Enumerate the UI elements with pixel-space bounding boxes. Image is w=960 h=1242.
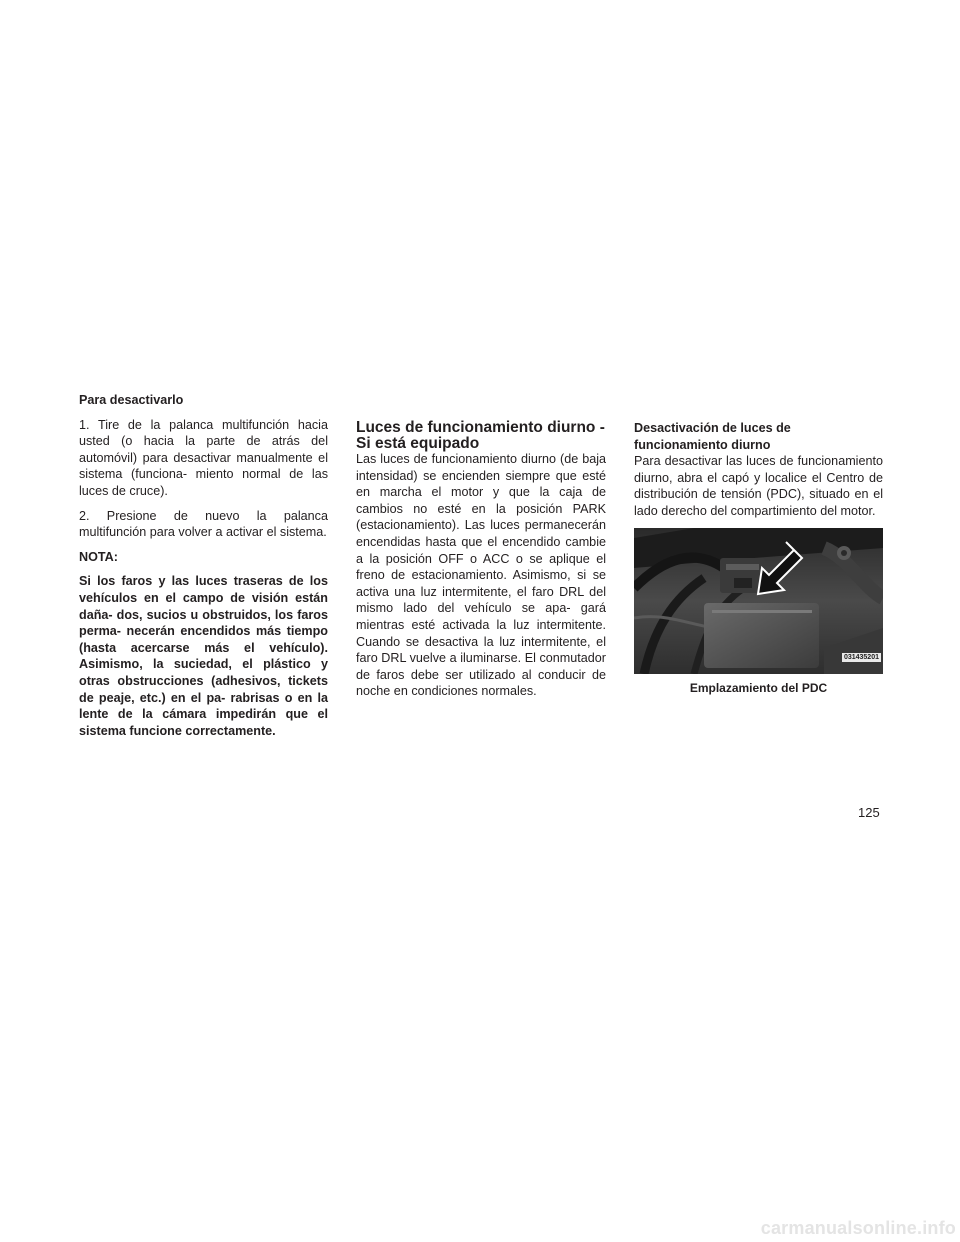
image-reference-code: 031435201: [843, 653, 879, 661]
right-column: [634, 420, 883, 696]
watermark: carmanualsonline.info: [760, 1218, 956, 1238]
note-label: NOTA:: [79, 549, 118, 564]
drl-body-text: Las luces de funcionamiento diurno (de baja intensidad) se encienden siempre que esté en marcha el motor y que la caja de cambios no esté en la posición PARK (estacionamiento). Las luces permanecerán encendidas hasta que el encendido cambie a la posición OFF o ACC o se aplique el freno de estacionamiento. Asimismo, si se activa una luz intermitente, el faro DRL del mismo lado del vehículo se apa- gará mientras esté activada la luz intermitente. Cuando se desactiva la luz intermitente, el faro DRL vuelve a iluminarse. El conmutador de faros debe ser utilizado al conducir de noche en condiciones normales.: [356, 452, 606, 699]
drl-deactivation-heading: Desactivación de luces de funcionamiento diurno: [634, 421, 791, 452]
middle-column: [356, 420, 606, 700]
pdc-location-photo: [634, 528, 883, 674]
drl-deactivation-body: Para desactivar las luces de funcionamiento diurno, abra el capó y localice el Centro de distribución de tensión (PDC), situado en el lado derecho del compartimiento del motor.: [634, 454, 883, 518]
page-number: 125: [858, 805, 880, 820]
left-column: [79, 392, 328, 739]
step-2-text: 2. Presione de nuevo la palanca multifunción para volver a activar el sistema.: [79, 508, 328, 540]
note-text: Si los faros y las luces traseras de los vehículos en el campo de visión están daña- dos, sucios u obstruidos, los faros perma- necerán encendidos más tiempo (hasta acercarse más el vehículo). Asimismo, la suciedad, el plástico y otras obstrucciones (adhesivos, tickets de peaje, etc.) en el pa- rabrisas o en la lente de la cámara impedirán que el sistema funcione correctamente.: [79, 574, 328, 738]
drl-section-heading: Luces de funcionamiento diurno - Si está equipado: [356, 419, 605, 452]
deactivate-heading: Para desactivarlo: [79, 393, 184, 407]
step-1-text: 1. Tire de la palanca multifunción hacia usted (o hacia la parte de atrás del automóvil) para desactivar manualmente el sistema (funciona- miento normal de las luces de cruce).: [79, 417, 328, 498]
photo-caption: Emplazamiento del PDC: [689, 680, 828, 695]
